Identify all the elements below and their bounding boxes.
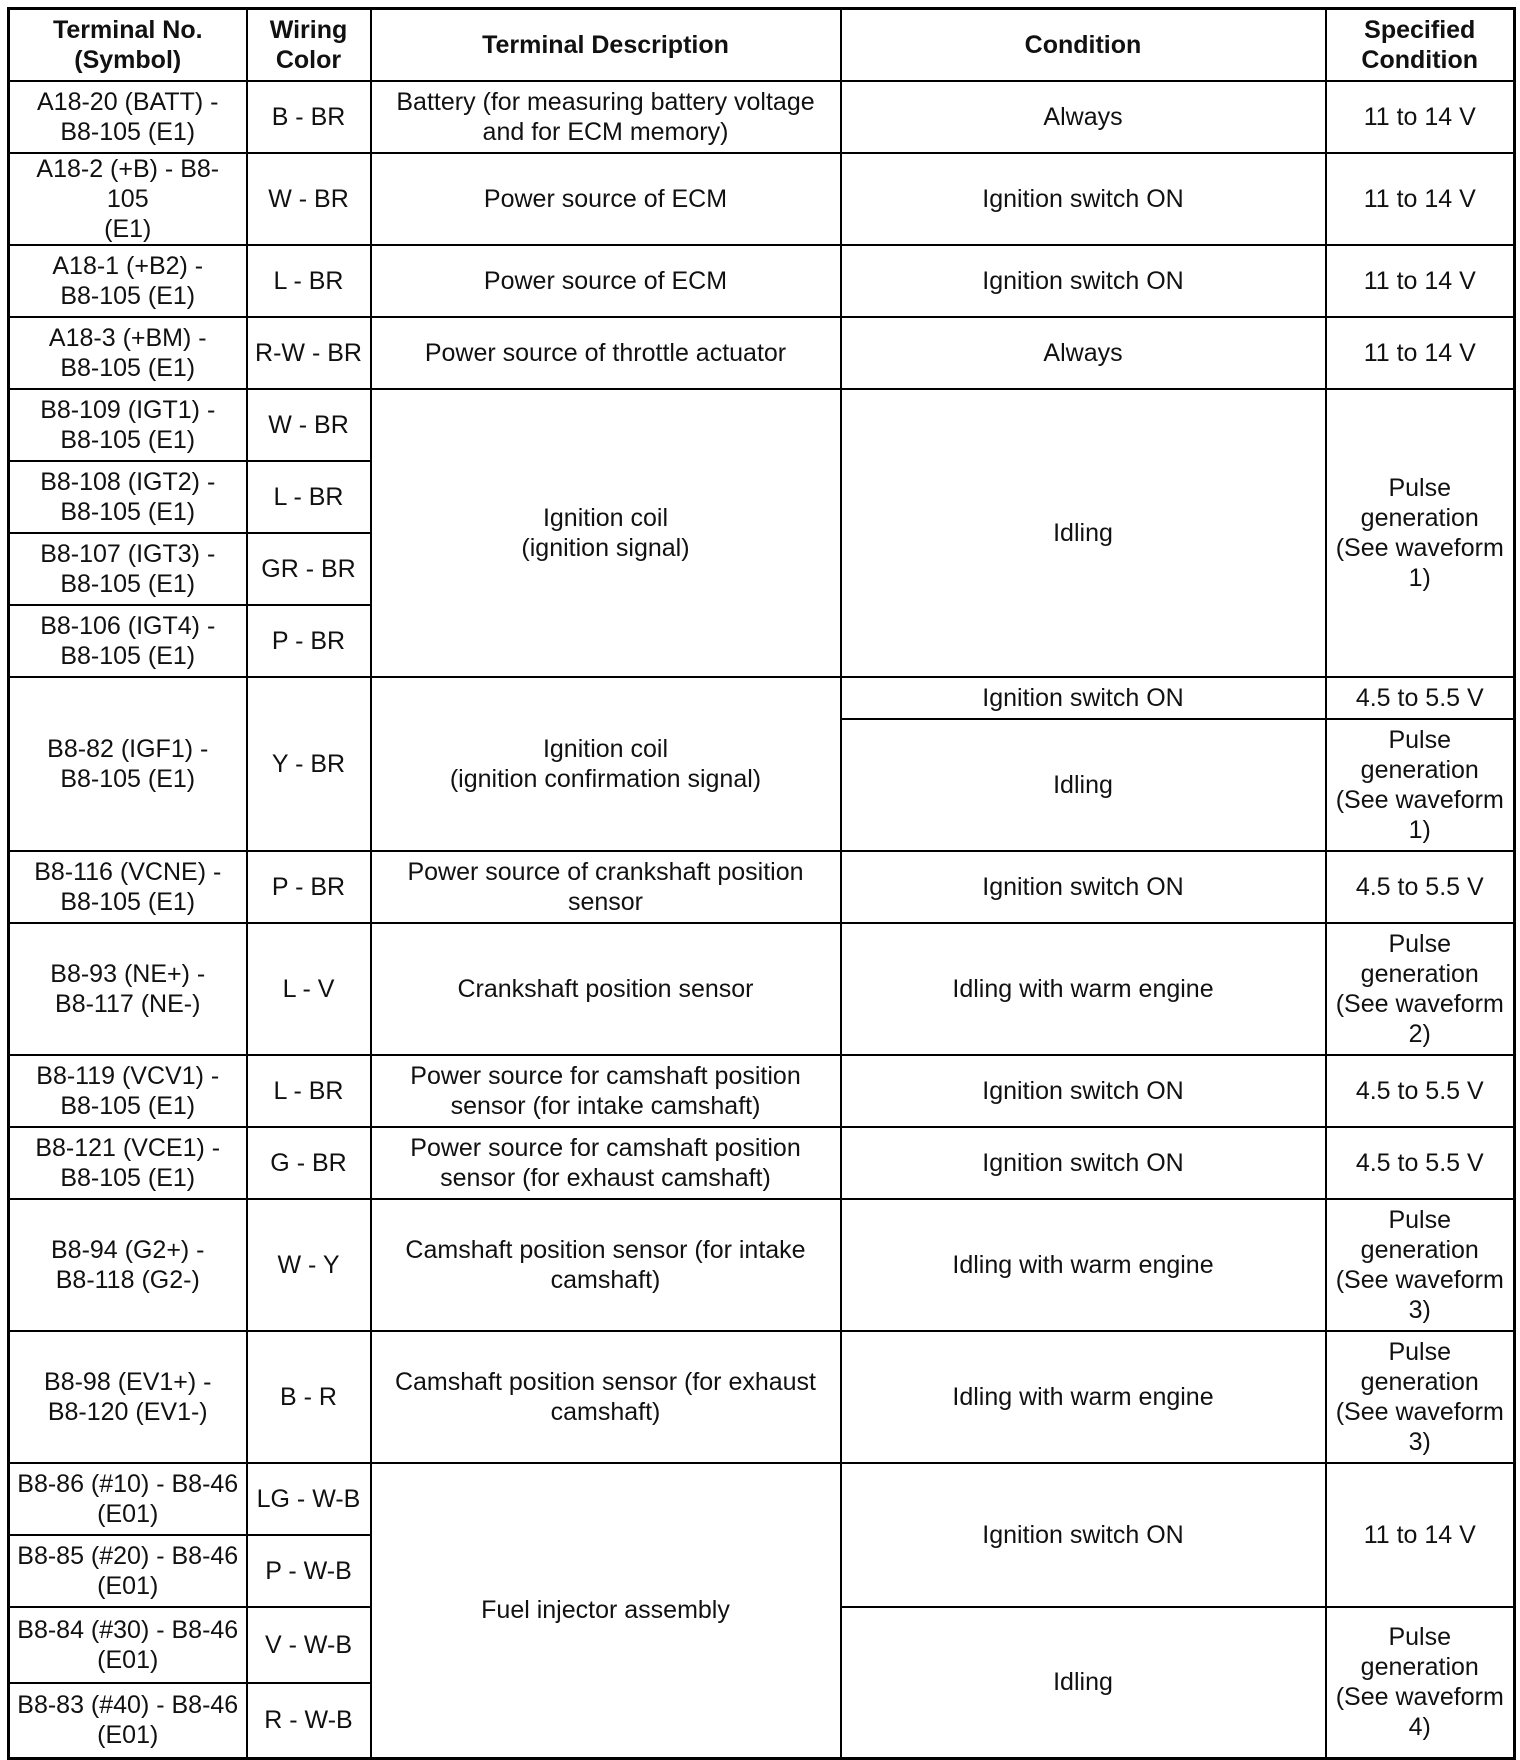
- terminal-cell: B8-108 (IGT2) - B8-105 (E1): [9, 461, 247, 533]
- terminal-cell: B8-86 (#10) - B8-46 (E01): [9, 1463, 247, 1535]
- wiring-color-cell: G - BR: [247, 1127, 371, 1199]
- wiring-color-cell: Y - BR: [247, 677, 371, 851]
- spec-cell: Pulse generation (See waveform 3): [1326, 1331, 1515, 1463]
- wiring-color-cell: LG - W-B: [247, 1463, 371, 1535]
- header-description: Terminal Description: [371, 9, 841, 81]
- spec-cell: 11 to 14 V: [1326, 1463, 1515, 1607]
- condition-cell: Always: [841, 81, 1326, 153]
- spec-cell: 4.5 to 5.5 V: [1326, 1055, 1515, 1127]
- table-row: [9, 851, 1515, 923]
- description-cell: Camshaft position sensor (for intake camshaft): [371, 1199, 841, 1331]
- spec-cell: Pulse generation (See waveform 3): [1326, 1199, 1515, 1331]
- terminal-cell: B8-98 (EV1+) - B8-120 (EV1-): [9, 1331, 247, 1463]
- condition-cell: Idling with warm engine: [841, 1199, 1326, 1331]
- terminal-cell: B8-93 (NE+) - B8-117 (NE-): [9, 923, 247, 1055]
- wiring-color-cell: L - BR: [247, 245, 371, 317]
- terminal-cell: A18-3 (+BM) - B8-105 (E1): [9, 317, 247, 389]
- spec-cell: Pulse generation (See waveform 2): [1326, 923, 1515, 1055]
- wiring-color-cell: L - BR: [247, 461, 371, 533]
- table-row: [9, 389, 1515, 461]
- spec-cell: 4.5 to 5.5 V: [1326, 677, 1515, 719]
- condition-cell: Ignition switch ON: [841, 153, 1326, 245]
- wiring-color-cell: R-W - BR: [247, 317, 371, 389]
- header-specified-condition: Specified Condition: [1326, 9, 1515, 81]
- table-row: [9, 1463, 1515, 1535]
- spec-cell: 11 to 14 V: [1326, 317, 1515, 389]
- terminal-cell: B8-85 (#20) - B8-46 (E01): [9, 1535, 247, 1607]
- condition-cell: Ignition switch ON: [841, 851, 1326, 923]
- wiring-color-cell: P - W-B: [247, 1535, 371, 1607]
- description-cell: Power source of ECM: [371, 153, 841, 245]
- condition-cell: Ignition switch ON: [841, 245, 1326, 317]
- terminal-cell: B8-107 (IGT3) - B8-105 (E1): [9, 533, 247, 605]
- description-cell: Fuel injector assembly: [371, 1463, 841, 1759]
- table-row: [9, 1127, 1515, 1199]
- condition-cell: Idling: [841, 1607, 1326, 1759]
- condition-cell: Idling: [841, 719, 1326, 851]
- table-row: [9, 245, 1515, 317]
- spec-cell: 4.5 to 5.5 V: [1326, 851, 1515, 923]
- table-row: [9, 153, 1515, 245]
- terminal-cell: B8-109 (IGT1) - B8-105 (E1): [9, 389, 247, 461]
- condition-cell: Ignition switch ON: [841, 1463, 1326, 1607]
- terminal-cell: A18-20 (BATT) - B8-105 (E1): [9, 81, 247, 153]
- wiring-color-cell: W - Y: [247, 1199, 371, 1331]
- table-row: [9, 1199, 1515, 1331]
- spec-cell: Pulse generation (See waveform 1): [1326, 389, 1515, 677]
- table-row: [9, 1055, 1515, 1127]
- terminal-cell: B8-121 (VCE1) - B8-105 (E1): [9, 1127, 247, 1199]
- wiring-color-cell: V - W-B: [247, 1607, 371, 1683]
- wiring-color-cell: W - BR: [247, 153, 371, 245]
- wiring-color-cell: L - BR: [247, 1055, 371, 1127]
- header-terminal: Terminal No. (Symbol): [9, 9, 247, 81]
- description-cell: Power source of ECM: [371, 245, 841, 317]
- wiring-color-cell: P - BR: [247, 605, 371, 677]
- table-row: [9, 317, 1515, 389]
- header-row: [9, 9, 1515, 81]
- condition-cell: Always: [841, 317, 1326, 389]
- terminal-cell: B8-106 (IGT4) - B8-105 (E1): [9, 605, 247, 677]
- terminal-cell: B8-84 (#30) - B8-46 (E01): [9, 1607, 247, 1683]
- terminal-cell: B8-83 (#40) - B8-46 (E01): [9, 1683, 247, 1759]
- description-cell: Battery (for measuring battery voltage and for ECM memory): [371, 81, 841, 153]
- condition-cell: Idling with warm engine: [841, 1331, 1326, 1463]
- header-wiring-color: Wiring Color: [247, 9, 371, 81]
- description-cell: Power source of throttle actuator: [371, 317, 841, 389]
- terminal-cell: B8-94 (G2+) - B8-118 (G2-): [9, 1199, 247, 1331]
- condition-cell: Ignition switch ON: [841, 1055, 1326, 1127]
- table-row: [9, 677, 1515, 719]
- description-cell: Power source of crankshaft position sensor: [371, 851, 841, 923]
- table-row: [9, 923, 1515, 1055]
- wiring-color-cell: B - R: [247, 1331, 371, 1463]
- terminal-cell: A18-2 (+B) - B8-105 (E1): [9, 153, 247, 245]
- description-cell: Power source for camshaft position sensor (for intake camshaft): [371, 1055, 841, 1127]
- spec-cell: 4.5 to 5.5 V: [1326, 1127, 1515, 1199]
- header-condition: Condition: [841, 9, 1326, 81]
- spec-cell: Pulse generation (See waveform 1): [1326, 719, 1515, 851]
- description-cell: Camshaft position sensor (for exhaust camshaft): [371, 1331, 841, 1463]
- description-cell: Power source for camshaft position sensor (for exhaust camshaft): [371, 1127, 841, 1199]
- terminal-cell: A18-1 (+B2) - B8-105 (E1): [9, 245, 247, 317]
- table-row: [9, 1331, 1515, 1463]
- spec-cell: Pulse generation (See waveform 4): [1326, 1607, 1515, 1759]
- wiring-color-cell: B - BR: [247, 81, 371, 153]
- spec-cell: 11 to 14 V: [1326, 245, 1515, 317]
- condition-cell: Ignition switch ON: [841, 1127, 1326, 1199]
- description-cell: Crankshaft position sensor: [371, 923, 841, 1055]
- wiring-color-cell: P - BR: [247, 851, 371, 923]
- condition-cell: Idling: [841, 389, 1326, 677]
- terminal-cell: B8-119 (VCV1) - B8-105 (E1): [9, 1055, 247, 1127]
- wiring-color-cell: R - W-B: [247, 1683, 371, 1759]
- terminal-spec-table: [7, 7, 1516, 1760]
- terminal-cell: B8-82 (IGF1) - B8-105 (E1): [9, 677, 247, 851]
- description-cell: Ignition coil (ignition confirmation signal): [371, 677, 841, 851]
- condition-cell: Ignition switch ON: [841, 677, 1326, 719]
- condition-cell: Idling with warm engine: [841, 923, 1326, 1055]
- wiring-color-cell: W - BR: [247, 389, 371, 461]
- wiring-color-cell: L - V: [247, 923, 371, 1055]
- table-row: [9, 81, 1515, 153]
- spec-cell: 11 to 14 V: [1326, 81, 1515, 153]
- terminal-cell: B8-116 (VCNE) - B8-105 (E1): [9, 851, 247, 923]
- description-cell: Ignition coil (ignition signal): [371, 389, 841, 677]
- spec-cell: 11 to 14 V: [1326, 153, 1515, 245]
- wiring-color-cell: GR - BR: [247, 533, 371, 605]
